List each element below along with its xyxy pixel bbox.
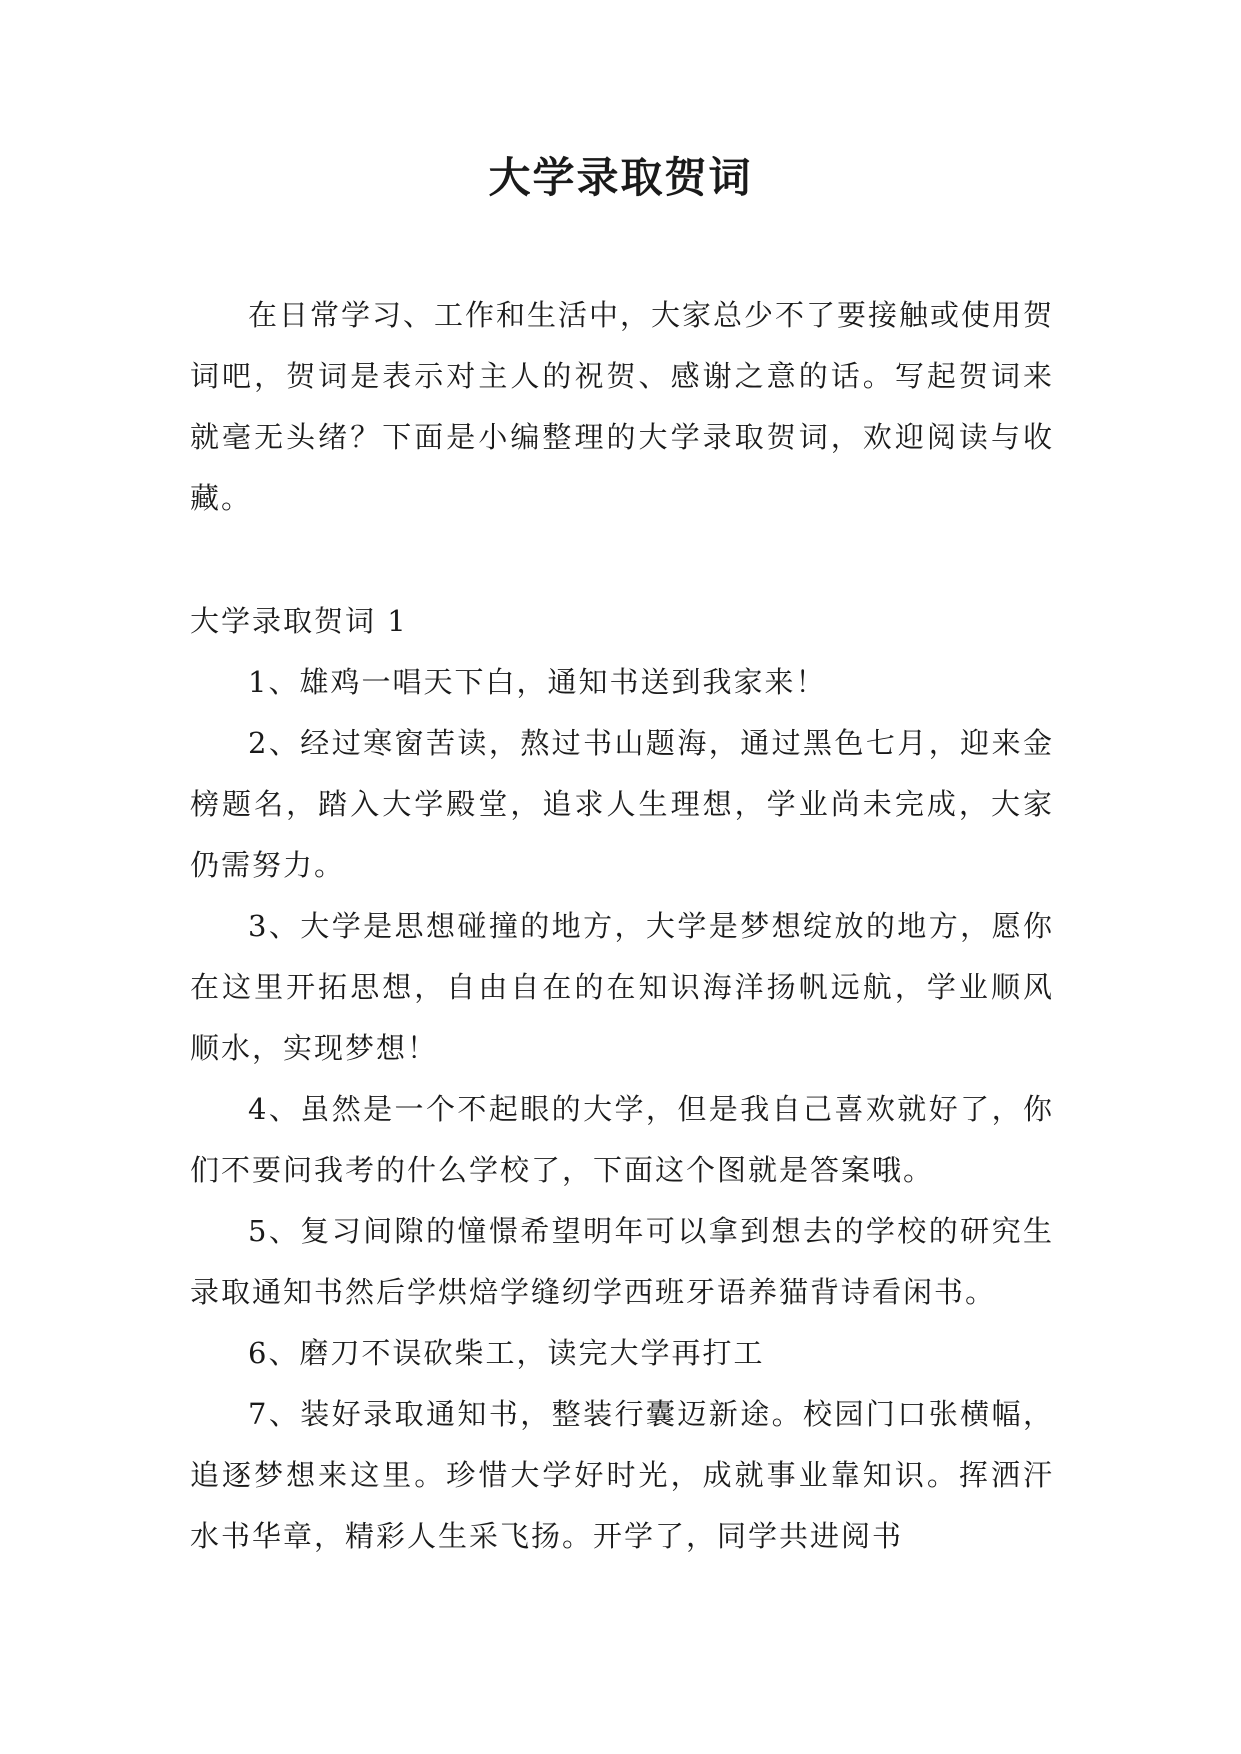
intro-paragraph: 在日常学习、工作和生活中，大家总少不了要接触或使用贺词吧，贺词是表示对主人的祝贺、感谢之意的话。写起贺词来就毫无头绪？下面是小编整理的大学录取贺词，欢迎阅读与收藏。 bbox=[190, 298, 1055, 515]
list-item: 4、虽然是一个不起眼的大学，但是我自己喜欢就好了，你们不要问我考的什么学校了，下面这个图就是答案哦。 bbox=[190, 1092, 1054, 1187]
section-heading: 大学录取贺词 1 bbox=[190, 604, 408, 638]
list-item: 6、磨刀不误砍柴工，读完大学再打工 bbox=[248, 1336, 765, 1370]
list-item: 7、装好录取通知书，整装行囊迈新途。校园门口张横幅，追逐梦想来这里。珍惜大学好时光，成就事业靠知识。挥洒汗水书华章，精彩人生采飞扬。开学了，同学共进阅书 bbox=[190, 1397, 1054, 1553]
list-item: 3、大学是思想碰撞的地方，大学是梦想绽放的地方，愿你在这里开拓思想，自由自在的在知识海洋扬帆远航，学业顺风顺水，实现梦想！ bbox=[190, 909, 1054, 1065]
list-item: 5、复习间隙的憧憬希望明年可以拿到想去的学校的研究生录取通知书然后学烘焙学缝纫学西班牙语养猫背诗看闲书。 bbox=[190, 1214, 1054, 1309]
document-body bbox=[190, 285, 1054, 1567]
list-item: 1、雄鸡一唱天下白，通知书送到我家来！ bbox=[248, 665, 827, 699]
list-item: 2、经过寒窗苦读，熬过书山题海，通过黑色七月，迎来金榜题名，踏入大学殿堂，追求人生理想，学业尚未完成，大家仍需努力。 bbox=[190, 726, 1054, 882]
page-title: 大学录取贺词 bbox=[488, 153, 753, 202]
